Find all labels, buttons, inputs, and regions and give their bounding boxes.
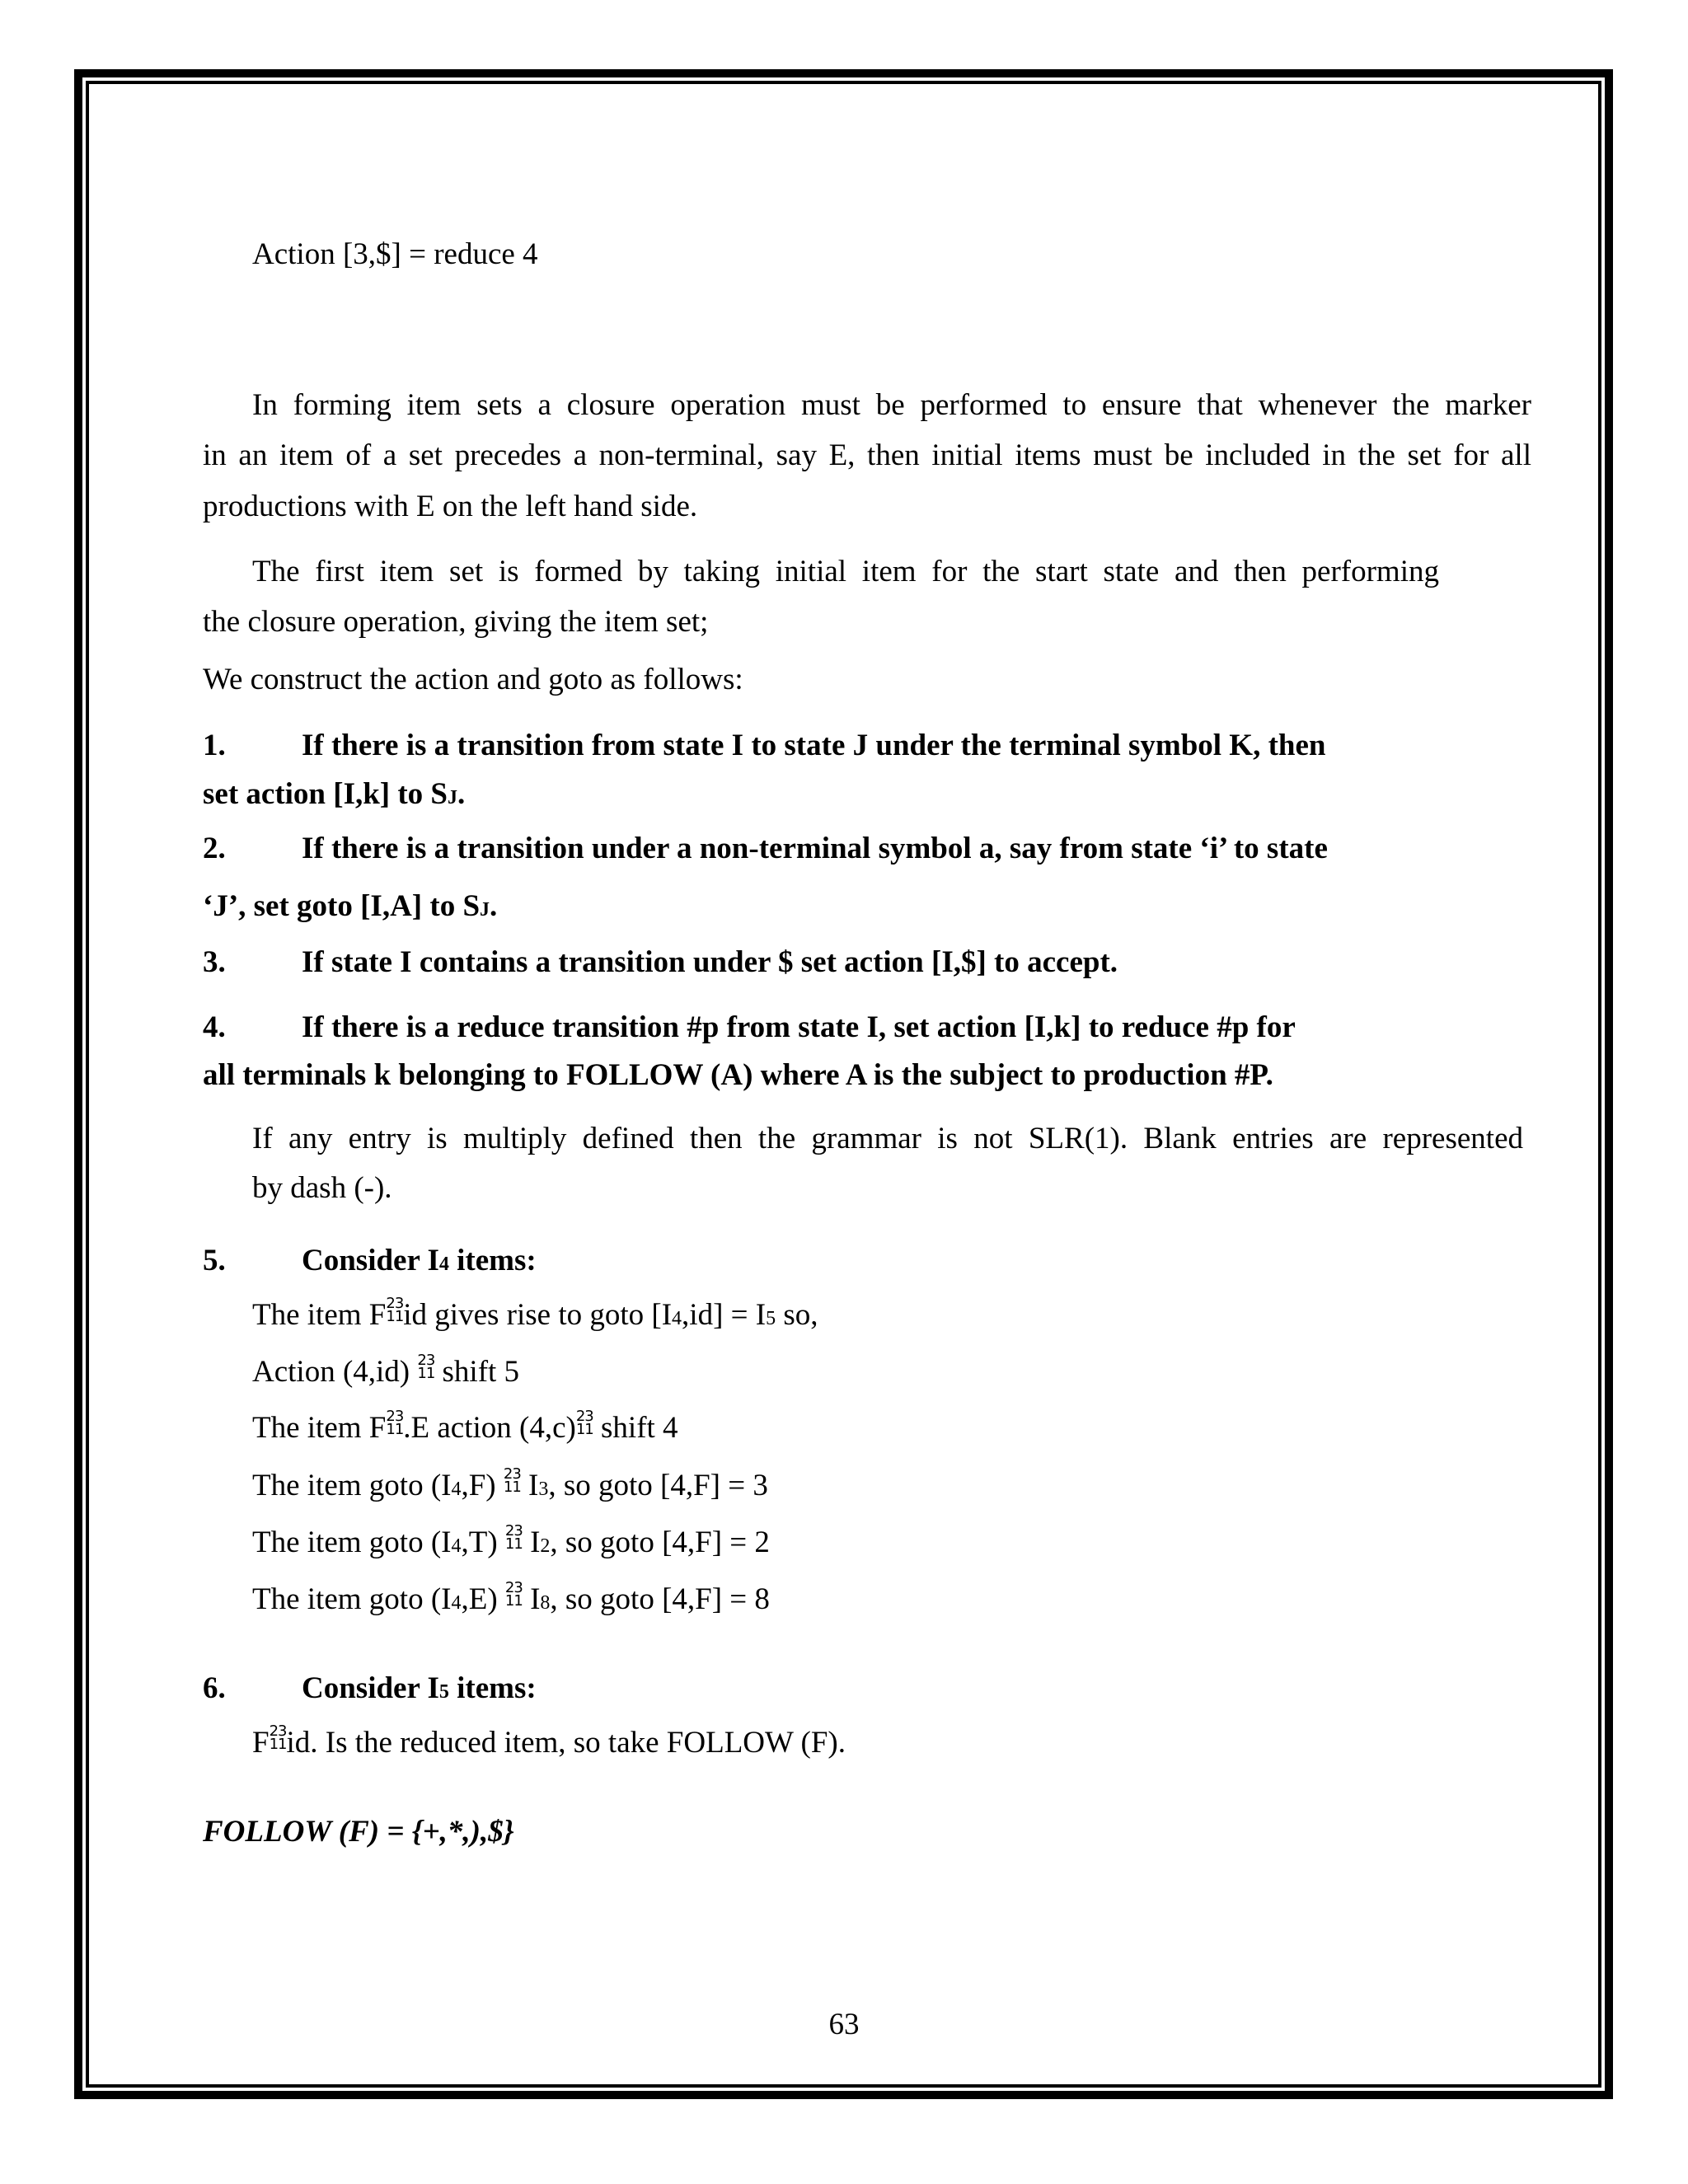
rule-5-text: Consider I — [302, 1244, 439, 1277]
rule-1-line-1 — [203, 728, 1325, 764]
rule-1-text-2: set action [I,k] to S — [203, 777, 448, 811]
arrow-glyph-icon: 23 11 — [503, 1465, 521, 1496]
i4-line-5-c: I — [522, 1526, 541, 1559]
i4-line-6-sub-2: 8 — [540, 1592, 551, 1614]
i4-line-1-a: The item F — [252, 1298, 387, 1332]
i4-line-4-sub-2: 3 — [538, 1479, 549, 1500]
i4-line-1-c: ,id] = I — [682, 1298, 767, 1332]
arrow-glyph-icon: 23 11 — [504, 1579, 523, 1610]
i4-line-4 — [252, 1465, 768, 1504]
rule-5-heading — [203, 1243, 537, 1279]
i4-line-4-a: The item goto (I — [252, 1469, 452, 1502]
page-number: 63 — [828, 2008, 860, 2041]
rule-3-line-1 — [203, 944, 1118, 981]
arrow-glyph-icon: 23 11 — [386, 1408, 404, 1438]
i4-line-6-d: , so goto [4,F] = 8 — [550, 1582, 770, 1616]
rule-4-number: 4. — [203, 1010, 226, 1044]
rule-1-period: . — [457, 777, 466, 811]
rule-5-text-end: items: — [448, 1244, 537, 1277]
i4-line-2-b: shift 5 — [434, 1355, 520, 1389]
i4-line-5-sub-1: 4 — [451, 1535, 462, 1557]
rule-1-line-2 — [203, 776, 465, 813]
arrow-glyph-icon: 23 11 — [269, 1722, 287, 1753]
i4-line-3-a: The item F — [252, 1411, 387, 1445]
paragraph-first-item-line-1: The first item set is formed by taking initial item for the start state and then performing — [252, 555, 1439, 588]
i4-line-1-sub-1: 4 — [672, 1308, 682, 1329]
note-line-2: by dash (-). — [252, 1171, 392, 1205]
i4-line-2 — [252, 1354, 519, 1390]
rule-2-line-1 — [203, 831, 1328, 867]
i4-line-6-b: ,E) — [461, 1582, 505, 1616]
i4-line-1-d: so, — [776, 1298, 818, 1332]
rule-6-subscript: 5 — [438, 1681, 449, 1703]
i4-line-3-c: shift 4 — [593, 1411, 678, 1445]
i4-line-5 — [252, 1522, 770, 1561]
rule-2-line-2 — [203, 888, 497, 925]
i5-line-1 — [252, 1722, 846, 1761]
i4-line-4-sub-1: 4 — [451, 1479, 462, 1500]
rule-1-subscript: J — [448, 787, 458, 808]
i4-line-6-c: I — [522, 1582, 541, 1616]
i4-line-5-d: , so goto [4,F] = 2 — [550, 1526, 770, 1559]
paragraph-closure-line-2: in an item of a set precedes a non-terminal, say E, then initial items must be included in the set for all — [203, 438, 1531, 472]
rule-6-text-end: items: — [448, 1671, 537, 1705]
i4-line-1 — [252, 1297, 818, 1333]
i4-line-6 — [252, 1579, 770, 1618]
rule-3-text: If state I contains a transition under $ set action [I,$] to accept. — [302, 945, 1118, 979]
paragraph-first-item-line-2: the closure operation, giving the item set; — [203, 605, 709, 639]
i4-line-4-d: , so goto [4,F] = 3 — [548, 1469, 768, 1502]
i4-line-1-sub-2: 5 — [766, 1308, 776, 1329]
arrow-glyph-icon: 23 11 — [504, 1522, 523, 1553]
note-line-1: If any entry is multiply defined then the grammar is not SLR(1). Blank entries are represented — [252, 1122, 1523, 1155]
rule-2-text-2: ‘J’, set goto [I,A] to S — [203, 889, 481, 923]
rule-6-number: 6. — [203, 1671, 226, 1705]
rule-6-heading — [203, 1671, 537, 1707]
paragraph-closure-line-3: productions with E on the left hand side. — [203, 490, 698, 523]
i4-line-5-sub-2: 2 — [540, 1535, 551, 1557]
rule-5-number: 5. — [203, 1244, 226, 1277]
rule-1-text: If there is a transition from state I to state J under the terminal symbol K, then — [302, 729, 1326, 762]
rule-6-text: Consider I — [302, 1671, 439, 1705]
i4-line-6-a: The item goto (I — [252, 1582, 452, 1616]
i4-line-4-c: I — [520, 1469, 539, 1502]
arrow-glyph-icon: 23 11 — [386, 1295, 404, 1325]
action-line: Action [3,$] = reduce 4 — [252, 237, 538, 271]
i4-line-5-a: The item goto (I — [252, 1526, 452, 1559]
arrow-glyph-icon: 23 11 — [575, 1408, 593, 1438]
rule-2-number: 2. — [203, 832, 226, 865]
i4-line-3-b: .E action (4,c) — [403, 1411, 576, 1445]
rule-4-line-2: all terminals k belonging to FOLLOW (A) where A is the subject to production #P. — [203, 1058, 1273, 1092]
rule-2-period: . — [490, 889, 498, 923]
i4-line-3 — [252, 1410, 678, 1446]
i4-line-2-a: Action (4,id) — [252, 1355, 418, 1389]
rule-1-number: 1. — [203, 729, 226, 762]
rule-5-subscript: 4 — [438, 1254, 449, 1275]
i4-line-5-b: ,T) — [461, 1526, 505, 1559]
rule-2-subscript: J — [480, 899, 490, 921]
rule-4-text: If there is a reduce transition #p from state I, set action [I,k] to reduce #p for — [302, 1010, 1296, 1044]
i4-line-6-sub-1: 4 — [451, 1592, 462, 1614]
i4-line-1-b: id gives rise to goto [I — [403, 1298, 673, 1332]
rule-4-line-1 — [203, 1010, 1296, 1046]
i4-line-4-b: ,F) — [461, 1469, 504, 1502]
i5-line-1-b: id. Is the reduced item, so take FOLLOW (F). — [286, 1726, 846, 1760]
i5-line-1-a: F — [252, 1726, 270, 1760]
paragraph-closure-line-1: In forming item sets a closure operation must be performed to ensure that whenever the marker — [252, 388, 1531, 422]
paragraph-construct: We construct the action and goto as follows: — [203, 663, 743, 696]
follow-set: FOLLOW (F) = {+,*,),$} — [203, 1815, 514, 1849]
arrow-glyph-icon: 23 11 — [417, 1352, 435, 1382]
rule-3-number: 3. — [203, 945, 226, 979]
rule-2-text: If there is a transition under a non-terminal symbol a, say from state ‘i’ to state — [302, 832, 1328, 865]
